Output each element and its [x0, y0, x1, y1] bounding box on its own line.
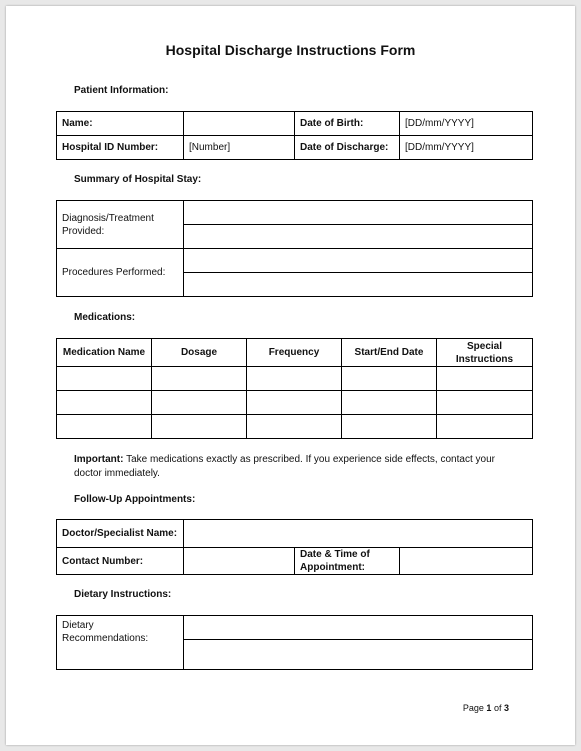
- procedures-field-line-2[interactable]: [184, 273, 533, 297]
- diagnosis-field-line-2[interactable]: [184, 225, 533, 249]
- contact-number-field[interactable]: [184, 548, 295, 575]
- table-row: [57, 415, 533, 439]
- contact-number-label: Contact Number:: [57, 548, 184, 575]
- diagnosis-field-line-1[interactable]: [184, 201, 533, 225]
- medications-heading: Medications:: [74, 312, 136, 323]
- dob-field[interactable]: [DD/mm/YYYY]: [400, 112, 533, 136]
- document-page: [6, 6, 575, 745]
- summary-heading: Summary of Hospital Stay:: [74, 174, 202, 185]
- dietary-recommendations-label: Dietary Recommendations:: [57, 616, 184, 670]
- table-cell[interactable]: [152, 415, 247, 439]
- column-start-end-date: Start/End Date: [342, 339, 437, 367]
- important-text: Take medications exactly as prescribed. If you experience side effects, contact your doctor immediately.: [74, 454, 495, 479]
- column-medication-name: Medication Name: [57, 339, 152, 367]
- of-word: of: [493, 703, 502, 713]
- page-title: Hospital Discharge Instructions Form: [165, 42, 416, 58]
- medications-table: [56, 338, 533, 439]
- table-cell[interactable]: [342, 415, 437, 439]
- diagnosis-label: Diagnosis/Treatment Provided:: [57, 201, 184, 249]
- table-row: [57, 391, 533, 415]
- discharge-date-field[interactable]: [DD/mm/YYYY]: [400, 136, 533, 160]
- important-label: Important:: [74, 454, 124, 465]
- patient-info-table: [56, 111, 533, 160]
- table-cell[interactable]: [247, 415, 342, 439]
- table-cell[interactable]: [152, 391, 247, 415]
- dietary-table: [56, 615, 533, 670]
- table-cell[interactable]: [57, 391, 152, 415]
- procedures-label: Procedures Performed:: [57, 249, 184, 297]
- page-number: [463, 703, 509, 713]
- table-cell[interactable]: [247, 367, 342, 391]
- followup-heading: Follow-Up Appointments:: [74, 494, 196, 505]
- hospital-id-label: Hospital ID Number:: [57, 136, 184, 160]
- table-cell[interactable]: [437, 415, 533, 439]
- table-cell[interactable]: [57, 367, 152, 391]
- table-cell[interactable]: [437, 367, 533, 391]
- page-word: Page: [462, 703, 484, 713]
- table-row: [57, 367, 533, 391]
- current-page: 1: [486, 703, 492, 713]
- column-dosage: Dosage: [152, 339, 247, 367]
- appointment-datetime-label: Date & Time of Appointment:: [295, 548, 400, 575]
- patient-info-heading: Patient Information:: [74, 85, 169, 96]
- column-frequency: Frequency: [247, 339, 342, 367]
- table-cell[interactable]: [342, 391, 437, 415]
- table-cell[interactable]: [437, 391, 533, 415]
- summary-table: [56, 200, 533, 297]
- column-special-instructions: Special Instructions: [437, 339, 533, 367]
- name-label: Name:: [57, 112, 184, 136]
- name-field[interactable]: [184, 112, 295, 136]
- dietary-field-line-1[interactable]: [184, 616, 533, 640]
- dob-label: Date of Birth:: [295, 112, 400, 136]
- hospital-id-field[interactable]: [Number]: [184, 136, 295, 160]
- followup-table: [56, 519, 533, 575]
- dietary-field-line-2[interactable]: [184, 640, 533, 670]
- dietary-heading: Dietary Instructions:: [74, 589, 172, 600]
- doctor-label: Doctor/Specialist Name:: [57, 520, 184, 548]
- appointment-datetime-field[interactable]: [400, 548, 533, 575]
- table-cell[interactable]: [342, 367, 437, 391]
- discharge-date-label: Date of Discharge:: [295, 136, 400, 160]
- table-cell[interactable]: [152, 367, 247, 391]
- total-pages: 3: [503, 703, 509, 713]
- table-cell[interactable]: [247, 391, 342, 415]
- important-note: [74, 453, 524, 481]
- doctor-field[interactable]: [184, 520, 533, 548]
- table-cell[interactable]: [57, 415, 152, 439]
- procedures-field-line-1[interactable]: [184, 249, 533, 273]
